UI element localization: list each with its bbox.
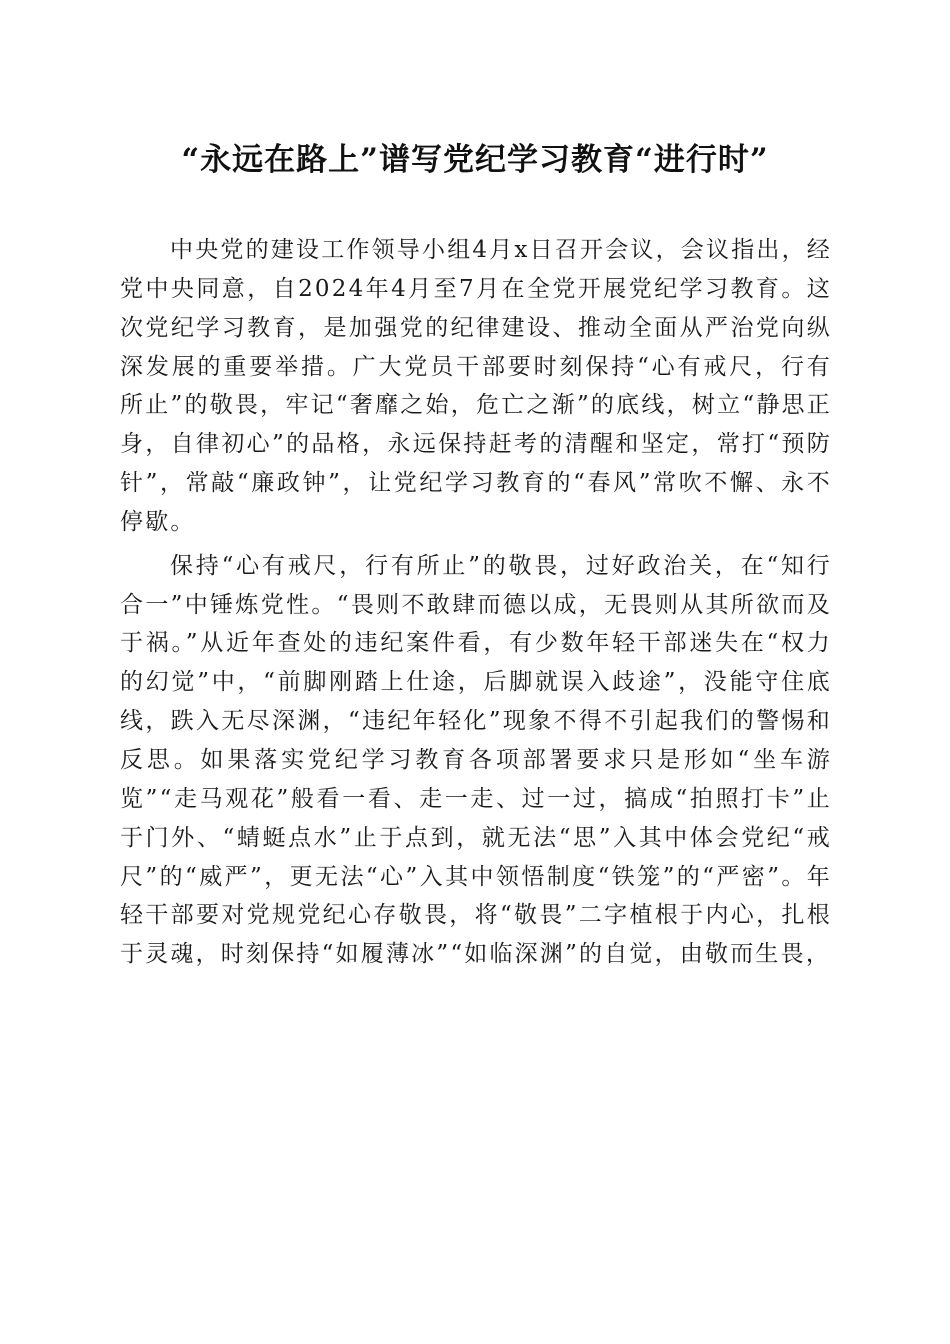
document-body (120, 231, 832, 974)
paragraph-2: 保持“心有戒尺，行有所止”的敬畏，过好政治关，在“知行合一”中锤炼党性。“畏则不敢肆而德以成，无畏则从其所欲而及于祸。”从近年查处的违纪案件看，有少数年轻干部迷失在“权力的幻觉”中，“前脚刚踏上仕途，后脚就误入歧途”，没能守住底线，跌入无尽深渊，“违纪年轻化”现象不得不引起我们的警惕和反思。如果落实党纪学习教育各项部署要求只是形如“坐车游览”“走马观花”般看一看、走一走、过一过，搞成“拍照打卡”止于门外、“蜻蜓点水”止于点到，就无法“思”入其中体会党纪“戒尺”的“威严”，更无法“心”入其中领悟制度“铁笼”的“严密”。年轻干部要对党规党纪心存敬畏，将“敬畏”二字植根于内心，扎根于灵魂，时刻保持“如履薄冰”“如临深渊”的自觉，由敬而生畏， (120, 552, 832, 968)
document-title: “永远在路上”谱写党纪学习教育“进行时” (181, 142, 769, 178)
paragraph-1: 中央党的建设工作领导小组4月x日召开会议，会议指出，经党中央同意，自2024年4月至7月在全党开展党纪学习教育。这次党纪学习教育，是加强党的纪律建设、推动全面从严治党向纵深发展的重要举措。广大党员干部要时刻保持“心有戒尺，行有所止”的敬畏，牢记“奢靡之始，危亡之渐”的底线，树立“静思正身，自律初心”的品格，永远保持赶考的清醒和坚定，常打“预防针”，常敲“廉政钟”，让党纪学习教育的“春风”常吹不懈、永不停歇。 (120, 237, 833, 535)
